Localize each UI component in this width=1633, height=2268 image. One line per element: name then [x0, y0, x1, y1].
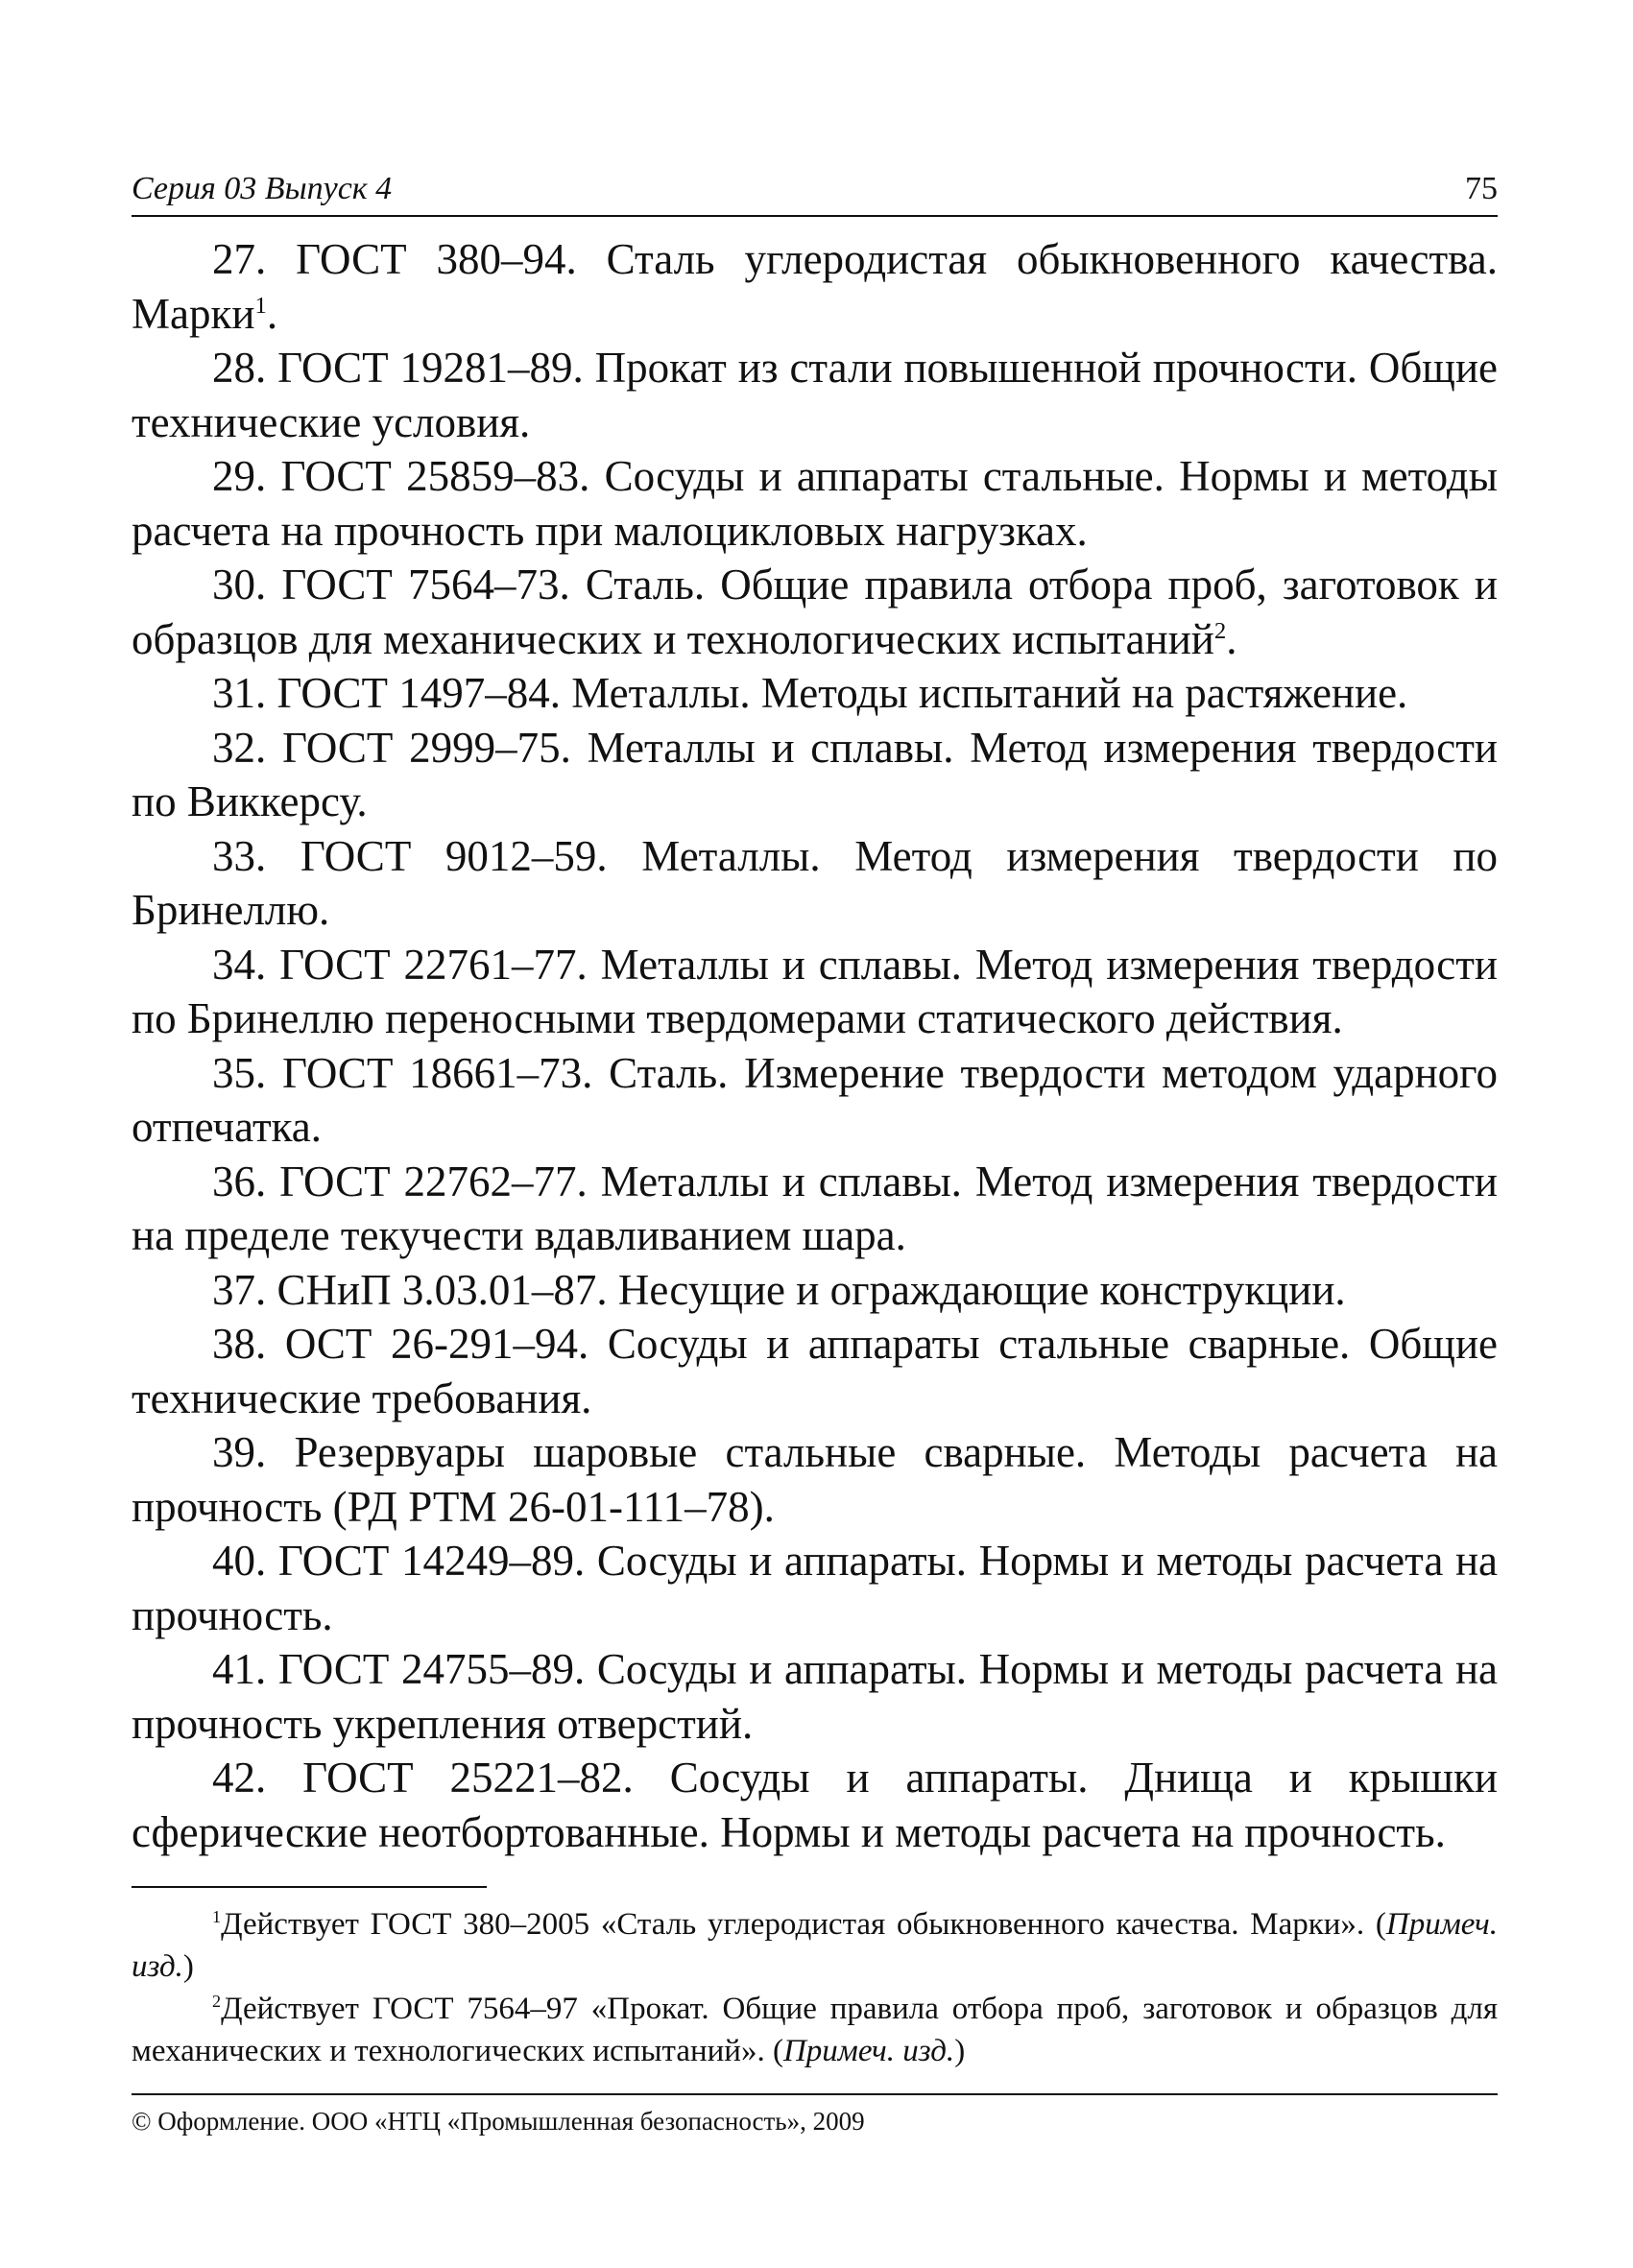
footnotes: [132, 1903, 1498, 2072]
footnote-mark-2: 2: [212, 1992, 222, 2011]
footnote-mark-1: 1: [212, 1907, 222, 1926]
editor-note: Примеч. изд.: [782, 2034, 955, 2068]
footnote-2: $^2$Действует ГОСТ 7564–97 «Прокат. Общие правила отбора проб, заготовок и образцов для механических и технологических испытаний». (Примеч. изд.): [132, 1992, 1498, 2068]
reference-item-31: 31. ГОСТ 1497–84. Металлы. Методы испытаний на растяжение.: [212, 669, 1408, 717]
reference-list: [132, 232, 1498, 1859]
document-page: [132, 163, 1498, 2137]
reference-item-29: 29. ГОСТ 25859–83. Сосуды и аппараты стальные. Нормы и методы расчета на прочность при малоцикловых нагрузках.: [132, 452, 1498, 555]
page-number: 75: [1465, 171, 1498, 206]
footnote-divider: [132, 1886, 487, 1888]
reference-item-32: 32. ГОСТ 2999–75. Металлы и сплавы. Метод измерения твердости по Виккерсу.: [132, 723, 1498, 825]
reference-item-34: 34. ГОСТ 22761–77. Металлы и сплавы. Метод измерения твердости по Бринеллю переносными твердомерами статического действия.: [132, 940, 1498, 1042]
reference-item-27: 27. ГОСТ 380–94. Сталь углеродистая обыкновенного качества. Марки$^1$.: [132, 235, 1498, 338]
running-header: [132, 163, 1498, 217]
reference-item-36: 36. ГОСТ 22762–77. Металлы и сплавы. Метод измерения твердости на пределе текучести вдавливанием шара.: [132, 1157, 1498, 1259]
series-title: Серия 03 Выпуск 4: [132, 171, 393, 206]
reference-item-42: 42. ГОСТ 25221–82. Сосуды и аппараты. Днища и крышки сферические неотбортованные. Нормы и методы расчета на прочность.: [132, 1754, 1498, 1856]
reference-item-40: 40. ГОСТ 14249–89. Сосуды и аппараты. Нормы и методы расчета на прочность.: [132, 1537, 1498, 1639]
footer-divider: [132, 2093, 1498, 2095]
reference-item-30: 30. ГОСТ 7564–73. Сталь. Общие правила отбора проб, заготовок и образцов для механических и технологических испытаний$^2$.: [132, 561, 1498, 663]
reference-item-39: 39. Резервуары шаровые стальные сварные. Методы расчета на прочность (РД РТМ 26-01-111–78).: [132, 1428, 1498, 1531]
reference-item-33: 33. ГОСТ 9012–59. Металлы. Метод измерения твердости по Бринеллю.: [132, 831, 1498, 934]
copyright-line: © Оформление. ООО «НТЦ «Промышленная безопасность», 2009: [132, 2107, 865, 2136]
footnote-ref-2[interactable]: 2: [1213, 617, 1227, 644]
footnote-ref-1[interactable]: 1: [254, 292, 267, 319]
editor-note: Примеч. изд.: [132, 1907, 1498, 1984]
footnote-1: $^1$Действует ГОСТ 380–2005 «Сталь углеродистая обыкновенного качества. Марки». (Примеч. изд.): [132, 1907, 1498, 1984]
reference-item-35: 35. ГОСТ 18661–73. Сталь. Измерение твердости методом ударного отпечатка.: [132, 1048, 1498, 1151]
reference-item-41: 41. ГОСТ 24755–89. Сосуды и аппараты. Нормы и методы расчета на прочность укрепления отверстий.: [132, 1645, 1498, 1748]
reference-item-37: 37. СНиП 3.03.01–87. Несущие и ограждающие конструкции.: [212, 1265, 1346, 1314]
reference-item-28: 28. ГОСТ 19281–89. Прокат из стали повышенной прочности. Общие технические условия.: [132, 344, 1498, 446]
reference-item-38: 38. ОСТ 26-291–94. Сосуды и аппараты стальные сварные. Общие технические требования.: [132, 1320, 1498, 1422]
